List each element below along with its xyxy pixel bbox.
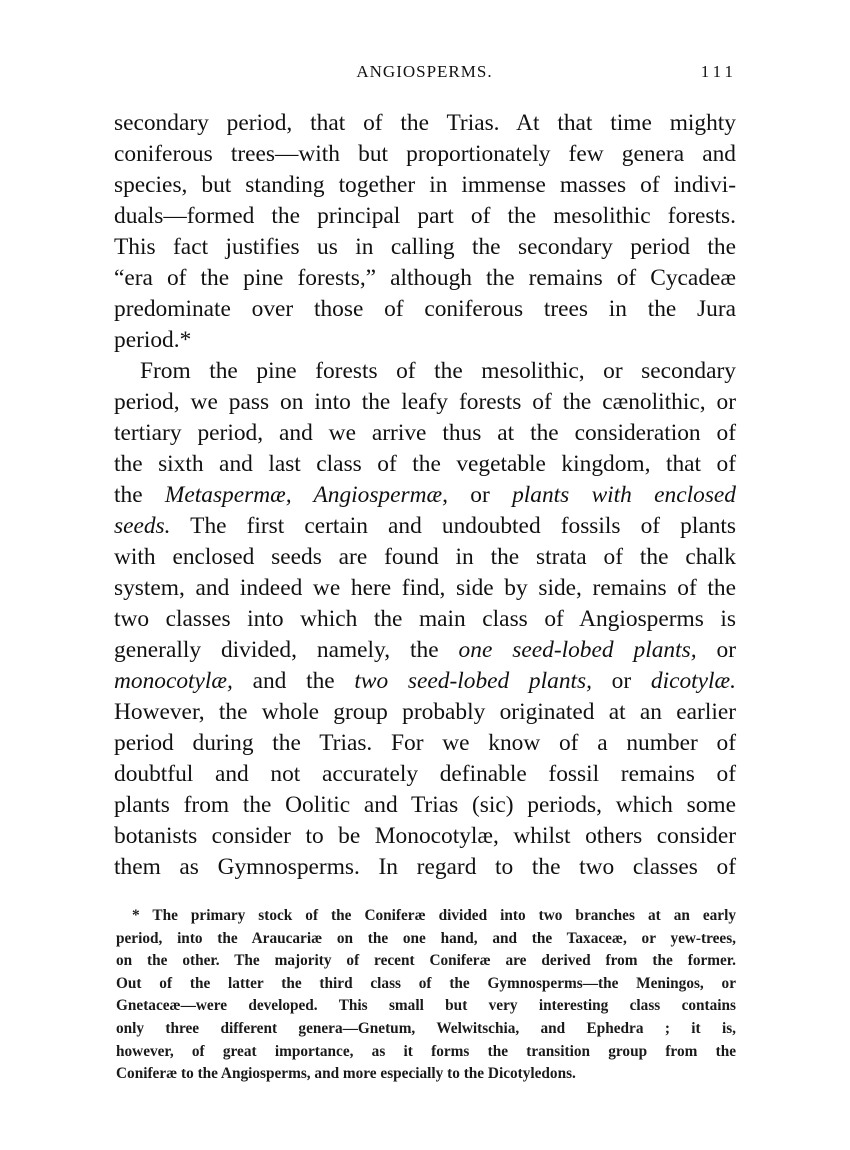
running-title: ANGIOSPERMS. xyxy=(356,62,493,81)
text-line-mixed xyxy=(114,511,736,542)
text-line: This fact justifies us in calling the secondary period the xyxy=(114,234,736,260)
text-line-mixed xyxy=(114,635,736,666)
footnote xyxy=(116,905,736,1086)
text-line: period during the Trias. For we know of a number of xyxy=(114,730,736,756)
italic-term: seeds. xyxy=(114,513,171,539)
italic-term: dicotylæ. xyxy=(650,668,736,694)
text-line: However, the whole group probably originated at an earlier xyxy=(114,699,736,725)
text-line: botanists consider to be Monocotylæ, whilst others consider xyxy=(114,823,736,849)
text-line-paragraph-end: period.* xyxy=(114,327,192,353)
footnote-line: Out of the latter the third class of the Gymnosperms—the Meningos, or xyxy=(116,974,736,992)
text-line: duals—formed the principal part of the mesolithic forests. xyxy=(114,203,736,229)
text-run: The first certain and undoubted fossils of plants xyxy=(170,513,736,539)
text-run: or xyxy=(696,637,736,663)
text-line-mixed xyxy=(114,666,736,697)
text-line: doubtful and not accurately definable fossil remains of xyxy=(114,761,736,787)
footnote-line: * The primary stock of the Coniferæ divided into two branches at an early xyxy=(132,907,736,924)
text-line-mixed xyxy=(114,480,736,511)
text-line: secondary period, that of the Trias. At that time mighty xyxy=(114,110,736,136)
italic-term: one seed-lobed plants, xyxy=(458,637,697,663)
text-line-paragraph-start: From the pine forests of the mesolithic, or secondary xyxy=(140,358,736,384)
text-line: tertiary period, and we arrive thus at the consideration of xyxy=(114,420,736,446)
footnote-line: on the other. The majority of recent Coniferæ are derived from the former. xyxy=(116,952,736,970)
text-line: plants from the Oolitic and Trias (sic) periods, which some xyxy=(114,792,736,818)
italic-term: two seed-lobed plants, xyxy=(354,668,592,694)
text-run: the xyxy=(114,482,165,508)
italic-term: plants with enclosed xyxy=(512,482,737,508)
footnote-line: however, of great importance, as it forms the transition group from the xyxy=(116,1042,736,1060)
text-line: predominate over those of coniferous trees in the Jura xyxy=(114,296,736,322)
text-line: “era of the pine forests,” although the remains of Cycadeæ xyxy=(114,265,736,291)
text-line: them as Gymnosperms. In regard to the two classes of xyxy=(114,854,736,880)
italic-term: Metaspermæ, Angiospermæ, xyxy=(164,482,448,508)
footnote-line: Coniferæ to the Angiosperms, and more especially to the Dicotyledons. xyxy=(116,1065,576,1083)
text-run: or xyxy=(447,482,513,508)
text-line: system, and indeed we here find, side by side, remains of the xyxy=(114,575,736,601)
text-line: coniferous trees—with but proportionately few genera and xyxy=(114,141,736,167)
text-line: species, but standing together in immense masses of indivi- xyxy=(114,172,736,198)
text-run: or xyxy=(591,668,651,694)
text-line: period, we pass on into the leafy forests of the cænolithic, or xyxy=(114,389,736,415)
italic-term: monocotylæ, xyxy=(114,668,233,694)
text-line: the sixth and last class of the vegetable kingdom, that of xyxy=(114,451,736,477)
text-run: generally divided, namely, the xyxy=(114,637,459,663)
footnote-line: period, into the Araucariæ on the one hand, and the Taxaceæ, or yew-trees, xyxy=(116,929,736,947)
page-number: 111 xyxy=(700,62,737,81)
footnote-line: Gnetaceæ—were developed. This small but very interesting class contains xyxy=(116,997,736,1015)
body-text xyxy=(114,108,736,883)
text-line: two classes into which the main class of Angiosperms is xyxy=(114,606,736,632)
footnote-line: only three different genera—Gnetum, Welwitschia, and Ephedra ; it is, xyxy=(116,1019,736,1037)
text-line: with enclosed seeds are found in the strata of the chalk xyxy=(114,544,736,570)
running-head xyxy=(112,60,737,86)
text-run: and the xyxy=(232,668,355,694)
